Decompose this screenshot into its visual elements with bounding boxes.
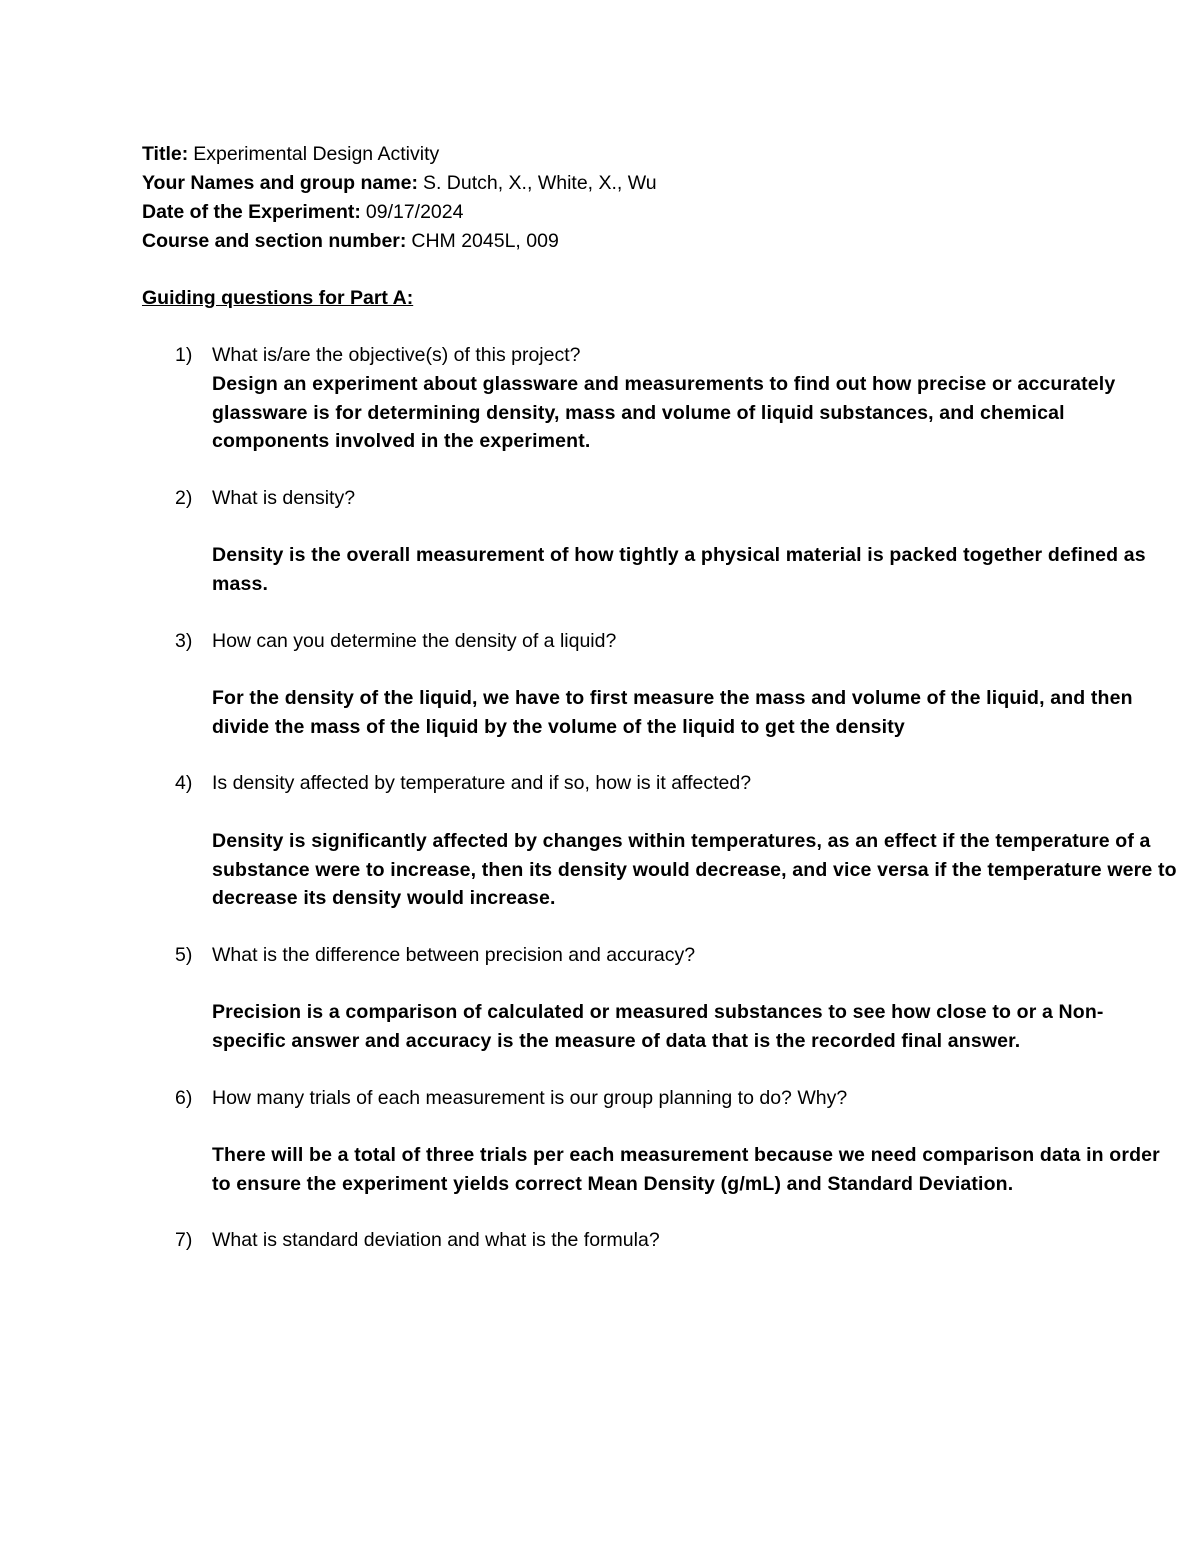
question-item-5	[142, 941, 1182, 1056]
section-heading: Guiding questions for Part A:	[142, 287, 414, 309]
question-item-2	[142, 484, 1182, 599]
question-item-7	[142, 1226, 1182, 1255]
course-value: CHM 2045L, 009	[411, 230, 559, 252]
question-number: 2)	[175, 486, 193, 509]
answer-text: Density is the overall measurement of how tightly a physical material is packed together defined as mass.	[212, 544, 1146, 595]
question-number: 6)	[175, 1086, 193, 1109]
question-number: 3)	[175, 629, 193, 652]
question-text: What is standard deviation and what is the formula?	[212, 1229, 660, 1252]
names-label: Your Names and group name:	[142, 172, 418, 194]
question-item-1	[142, 341, 1182, 456]
date-line	[142, 198, 1182, 227]
question-number: 4)	[175, 772, 193, 795]
question-item-6	[142, 1084, 1182, 1199]
question-text: How many trials of each measurement is our group planning to do? Why?	[212, 1086, 848, 1109]
date-label: Date of the Experiment:	[142, 201, 361, 223]
question-number: 7)	[175, 1229, 193, 1252]
title-line	[142, 140, 1182, 169]
title-value: Experimental Design Activity	[193, 143, 440, 165]
question-text: Is density affected by temperature and if so, how is it affected?	[212, 772, 752, 795]
answer-text: There will be a total of three trials per each measurement because we need comparison data in order to ensure the experiment yields correct Mean Density (g/mL) and Standard Deviation.	[212, 1144, 1160, 1195]
names-line	[142, 169, 1182, 198]
question-text: What is the difference between precision and accuracy?	[212, 943, 696, 966]
question-number: 1)	[175, 344, 193, 366]
names-value: S. Dutch, X., White, X., Wu	[422, 172, 657, 194]
question-text: What is/are the objective(s) of this project?	[212, 344, 581, 366]
question-list	[142, 341, 1182, 1255]
answer-text: Precision is a comparison of calculated or measured substances to see how close to or a Non-specific answer and accuracy is the measure of data that is the recorded final answer.	[212, 1001, 1104, 1052]
question-item-4	[142, 769, 1182, 912]
answer-text: For the density of the liquid, we have to first measure the mass and volume of the liquid, and then divide the mass of the liquid by the volume of the liquid to get the density	[212, 687, 1133, 738]
answer-text: Design an experiment about glassware and measurements to find out how precise or accurately glassware is for determining density, mass and volume of liquid substances, and chemical components involved in the experiment.	[212, 373, 1116, 453]
date-value: 09/17/2024	[365, 201, 464, 223]
question-text: How can you determine the density of a liquid?	[212, 629, 617, 652]
question-text: What is density?	[212, 486, 356, 509]
title-label: Title:	[142, 143, 189, 165]
question-number: 5)	[175, 943, 193, 966]
course-line	[142, 227, 1182, 256]
question-item-3	[142, 627, 1182, 742]
answer-text: Density is significantly affected by changes within temperatures, as an effect if the temperature of a substance were to increase, then its density would decrease, and vice versa if the temperature were to decrease its density would increase.	[212, 829, 1177, 910]
document-page	[142, 140, 1182, 1283]
course-label: Course and section number:	[142, 230, 407, 252]
